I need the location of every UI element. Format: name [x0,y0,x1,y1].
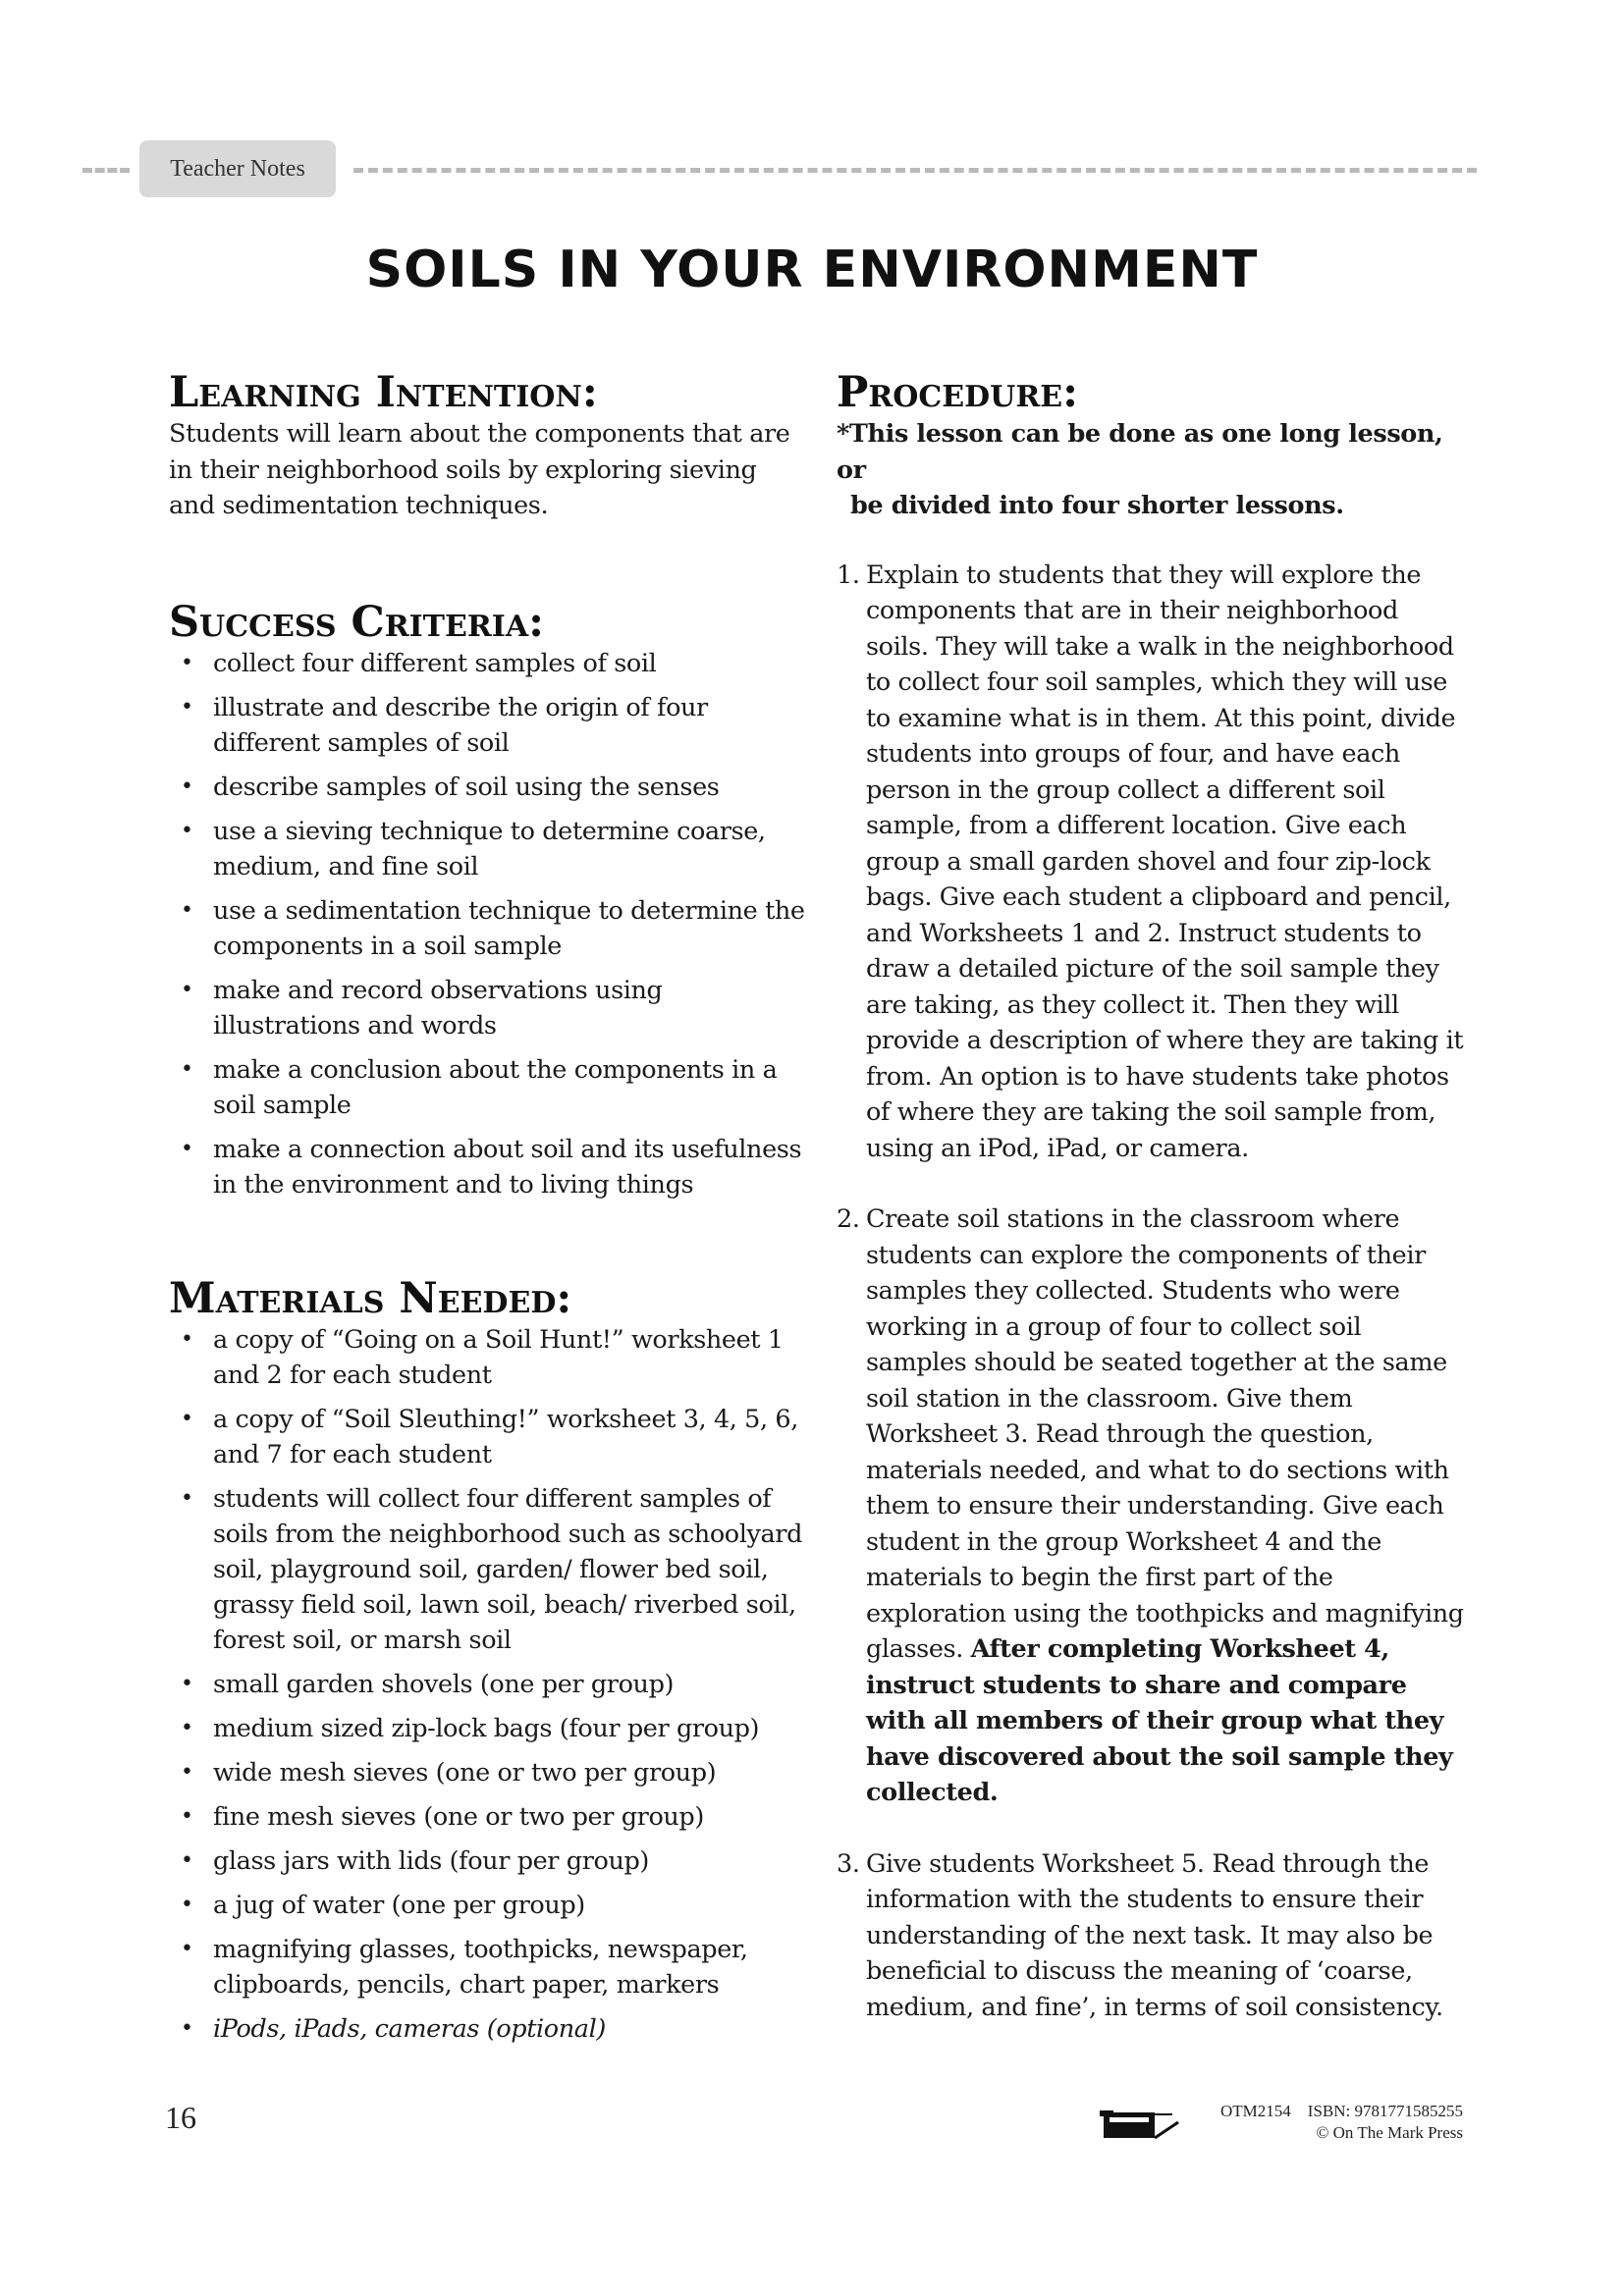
footer-publication-info [1188,2101,1463,2144]
procedure-steps [837,558,1465,2026]
list-item: • iPods, iPads, cameras (optional) [181,2013,606,2044]
step-text: Create soil stations in the classroom where students can explore the components of their samples they collected. Students who were working in a group of four to collect soil samples should be seated together at the same soil station in the classroom. Give them Worksheet 3. Read through the question, materials needed, and what to do sections with them to ensure their understanding. Give each student in the group Worksheet 4 and the materials to begin the first part of the exploration using the toothpicks and magnifying glasses. [866,1204,1464,1664]
step-number: 1. [837,560,860,590]
list-item: • small garden shovels (one per group) [181,1669,675,1699]
materials-section [169,1273,807,2047]
list-item: • a copy of “Going on a Soil Hunt!” worksheet 1 and 2 for each student [181,1324,784,1390]
list-item: • a copy of “Soil Sleuthing!” worksheet 3, 4, 5, 6, and 7 for each student [181,1404,798,1469]
left-column [169,368,807,2056]
list-item: • collect four different samples of soil [181,648,657,678]
procedure-step-1 [837,558,1465,1167]
list-item: • make and record observations using illustrations and words [181,975,663,1041]
step-text: Explain to students that they will explore the components that are in their neighborhood soils. They will take a walk in the neighborhood to collect four soil samples, which they will use to examine what is in them. At this point, divide students into groups of four, and have each person in the group collect a different soil sample, from a different location. Give each group a small garden shovel and four zip-lock bags. Give each student a clipboard and pencil, and Worksheets 1 and 2. Instruct students to draw a detailed picture of the soil sample they are taking, as they collect it. Then they will provide a description of where they are taking it from. An option is to have students take photos of where they are taking the soil sample from, using an iPod, iPad, or camera. [866,560,1464,1163]
success-criteria-list [169,646,807,1202]
header-dash-left [82,168,130,173]
learning-intention-heading: Learning Intention: [169,368,598,417]
learning-intention-section [169,368,807,524]
learning-intention-text: Students will learn about the components that are in their neighborhood soils by exploring sieving and sedimentation techniques. [169,419,790,520]
header-band [82,140,1477,199]
procedure-heading: Procedure: [837,368,1078,417]
right-column [837,368,1465,2060]
list-item: • illustrate and describe the origin of four different samples of soil [181,692,708,758]
list-item: • glass jars with lids (four per group) [181,1845,649,1876]
procedure-section [837,368,1465,2025]
list-item: • use a sieving technique to determine coarse, medium, and fine soil [181,816,766,881]
success-criteria-heading: Success Criteria: [169,597,544,647]
publisher-logo-icon [1100,2101,1182,2142]
list-item: • medium sized zip-lock bags (four per group) [181,1713,760,1743]
list-item: • describe samples of soil using the senses [181,772,720,802]
procedure-note-line2: be divided into four shorter lessons. [850,491,1344,520]
header-dash-right [353,168,1477,173]
materials-heading: Materials Needed: [169,1273,572,1323]
list-item: • make a conclusion about the components in a soil sample [181,1054,778,1120]
copyright: © On The Mark Press [1316,2123,1463,2142]
success-criteria-section [169,597,807,1202]
list-item: • make a connection about soil and its usefulness in the environment and to living things [181,1134,802,1200]
procedure-note [837,416,1465,524]
list-item: • magnifying glasses, toothpicks, newspaper, clipboards, pencils, chart paper, markers [181,1934,748,2000]
page-number: 16 [165,2100,196,2135]
list-item: • fine mesh sieves (one or two per group) [181,1801,704,1832]
materials-list [169,1322,807,2047]
procedure-step-2 [837,1201,1465,1811]
list-item: • use a sedimentation technique to determine the components in a soil sample [181,895,805,961]
step-number: 2. [837,1204,860,1234]
page-title: SOILS IN YOUR ENVIRONMENT [365,240,1259,299]
step-text: Give students Worksheet 5. Read through the information with the students to ensure their understanding of the next task. It may also be beneficial to discuss the meaning of ‘coarse, medium, and fine’, in terms of soil consistency. [866,1848,1443,2022]
procedure-step-3 [837,1846,1465,2026]
list-item: • students will collect four different samples of soils from the neighborhood such as schoolyard soil, playground soil, garden/ flower bed soil, grassy field soil, lawn soil, beach/ riverbed soil, forest soil, or marsh soil [181,1483,803,1655]
product-code: OTM2154 [1220,2102,1291,2120]
teacher-notes-tab: Teacher Notes [139,140,336,197]
isbn: ISBN: 9781771585255 [1307,2102,1463,2120]
step-number: 3. [837,1848,860,1879]
list-item: • a jug of water (one per group) [181,1890,585,1920]
step-bold-text: After completing Worksheet 4, instruct students to share and compare with all members of their group what they have discovered about the soil sample they collected. [866,1634,1453,1807]
procedure-note-line1: *This lesson can be done as one long lesson, or [837,419,1443,485]
list-item: • wide mesh sieves (one or two per group) [181,1757,717,1788]
